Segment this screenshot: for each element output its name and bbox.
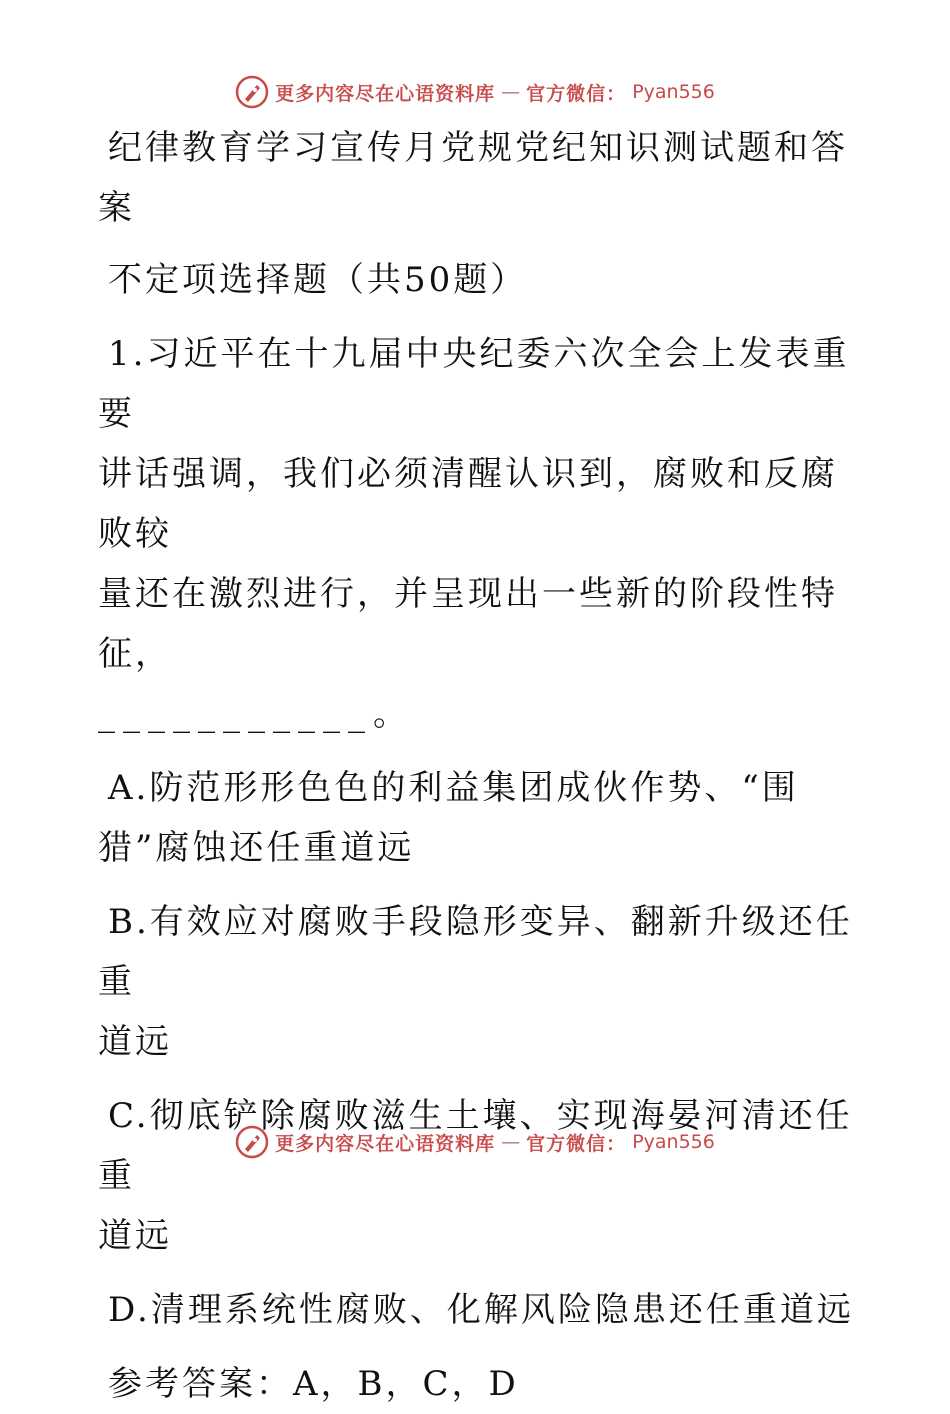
document-body [98, 118, 858, 1414]
question-text-line: 量还在激烈进行，并呈现出一些新的阶段性特征， [98, 574, 838, 674]
watermark-separator: — [501, 1131, 521, 1153]
option-text: 有效应对腐败手段隐形变异、翻新升级还任重 [98, 902, 853, 1002]
option-label: D. [108, 1290, 151, 1330]
watermark-id: Pyan556 [632, 81, 715, 103]
option-line [98, 892, 858, 1012]
watermark-text: 更多内容尽在心语资料库 [275, 1132, 496, 1155]
document-title: 纪律教育学习宣传月党规党纪知识测试题和答案 [98, 128, 848, 228]
option-text: 猎”腐蚀还任重道远 [98, 828, 415, 868]
option-text: 清理系统性腐败、化解风险隐患还任重道远 [150, 1290, 854, 1330]
question-1 [98, 324, 858, 744]
watermark-id: Pyan556 [632, 1131, 715, 1153]
section-subtitle: 不定项选择题（共50题） [108, 260, 528, 300]
question-text-line: 习近平在十九届中央纪委六次全会上发表重要 [98, 334, 850, 434]
answer-value: A，B，C，D [293, 1364, 519, 1404]
reference-answer [98, 1354, 858, 1414]
option-line [98, 1280, 858, 1340]
option-line [98, 758, 858, 818]
question-line [98, 324, 858, 444]
option-a [98, 758, 858, 878]
watermark-text: 更多内容尽在心语资料库 [275, 82, 496, 105]
watermark-separator: — [501, 81, 521, 103]
watermark-suffix: 官方微信： [526, 1132, 627, 1155]
option-text: 道远 [98, 1216, 172, 1256]
footer-watermark [0, 1122, 950, 1162]
option-text: 彻底铲除腐败滋生土壤、实现海晏河清还任重 [98, 1096, 853, 1196]
option-text: 道远 [98, 1022, 172, 1062]
option-b [98, 892, 858, 1072]
pen-nib-logo-icon [235, 1125, 269, 1159]
answer-label: 参考答案： [108, 1364, 293, 1404]
option-label: A. [108, 768, 150, 808]
header-watermark [0, 72, 950, 112]
watermark-suffix: 官方微信： [526, 82, 627, 105]
option-d [98, 1280, 858, 1340]
option-label: B. [108, 902, 150, 942]
question-text-line: 讲话强调，我们必须清醒认识到，腐败和反腐败较 [98, 454, 838, 554]
option-label: C. [108, 1096, 150, 1136]
option-text: 防范形形色色的利益集团成伙作势、“围 [149, 768, 799, 808]
option-c [98, 1086, 858, 1266]
question-blank: ___________。 [98, 694, 415, 734]
question-number: 1. [108, 334, 147, 374]
pen-nib-logo-icon [235, 75, 269, 109]
